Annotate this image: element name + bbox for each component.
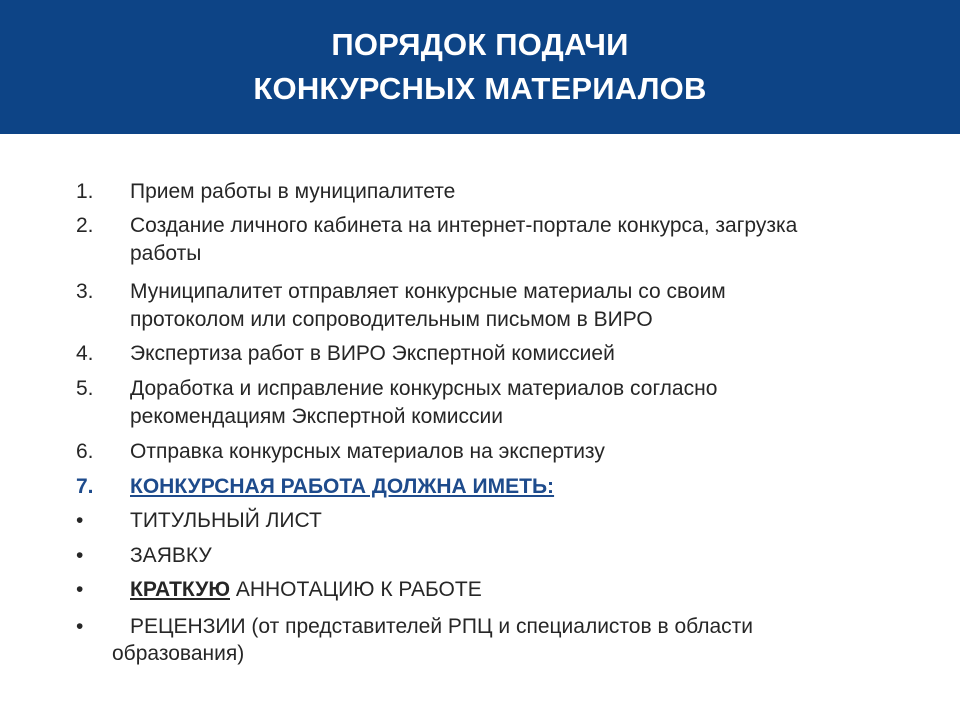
bullet-text-rest: АННОТАЦИЮ К РАБОТЕ: [230, 578, 482, 601]
list-item-text: работы: [130, 242, 202, 265]
list-item-number: 6.: [76, 440, 94, 463]
bullet-text: образования): [112, 642, 245, 665]
list-item-text: Создание личного кабинета на интернет-портале конкурса, загрузка: [130, 214, 798, 237]
list-item-text: Доработка и исправление конкурсных материалов согласно: [130, 377, 718, 400]
list-item-text: рекомендациям Экспертной комиссии: [130, 405, 503, 428]
list-item-text: Экспертиза работ в ВИРО Экспертной комиссией: [130, 342, 615, 365]
bullet-text: РЕЦЕНЗИИ (от представителей РПЦ и специалистов в области: [130, 615, 754, 638]
bullet-marker: •: [76, 544, 84, 567]
bullet-text: ЗАЯВКУ: [130, 544, 212, 567]
slide-title-line-1: ПОРЯДОК ПОДАЧИ: [331, 27, 629, 62]
bullet-emphasis: КРАТКУЮ: [130, 578, 230, 601]
bullet-text: [130, 577, 930, 603]
list-item-number: 5.: [76, 377, 94, 400]
list-item-text: Отправка конкурсных материалов на экспертизу: [130, 440, 605, 463]
list-item-number: 3.: [76, 280, 94, 303]
list-item-text: Прием работы в муниципалитете: [130, 180, 456, 203]
list-item-number: 2.: [76, 214, 94, 237]
bullet-marker: •: [76, 509, 84, 532]
list-item-number: 7.: [76, 475, 94, 498]
list-item-number: 4.: [76, 342, 94, 365]
slide-title-line-2: КОНКУРСНЫХ МАТЕРИАЛОВ: [253, 71, 707, 106]
list-item-number: 1.: [76, 180, 94, 203]
list-item-text: Муниципалитет отправляет конкурсные материалы со своим: [130, 280, 726, 303]
list-item-text: протоколом или сопроводительным письмом в ВИРО: [130, 308, 653, 331]
list-item-text: КОНКУРСНАЯ РАБОТА ДОЛЖНА ИМЕТЬ:: [130, 475, 555, 498]
bullet-marker: •: [76, 615, 84, 638]
bullet-marker: •: [76, 578, 84, 601]
bullet-text: ТИТУЛЬНЫЙ ЛИСТ: [130, 509, 322, 532]
